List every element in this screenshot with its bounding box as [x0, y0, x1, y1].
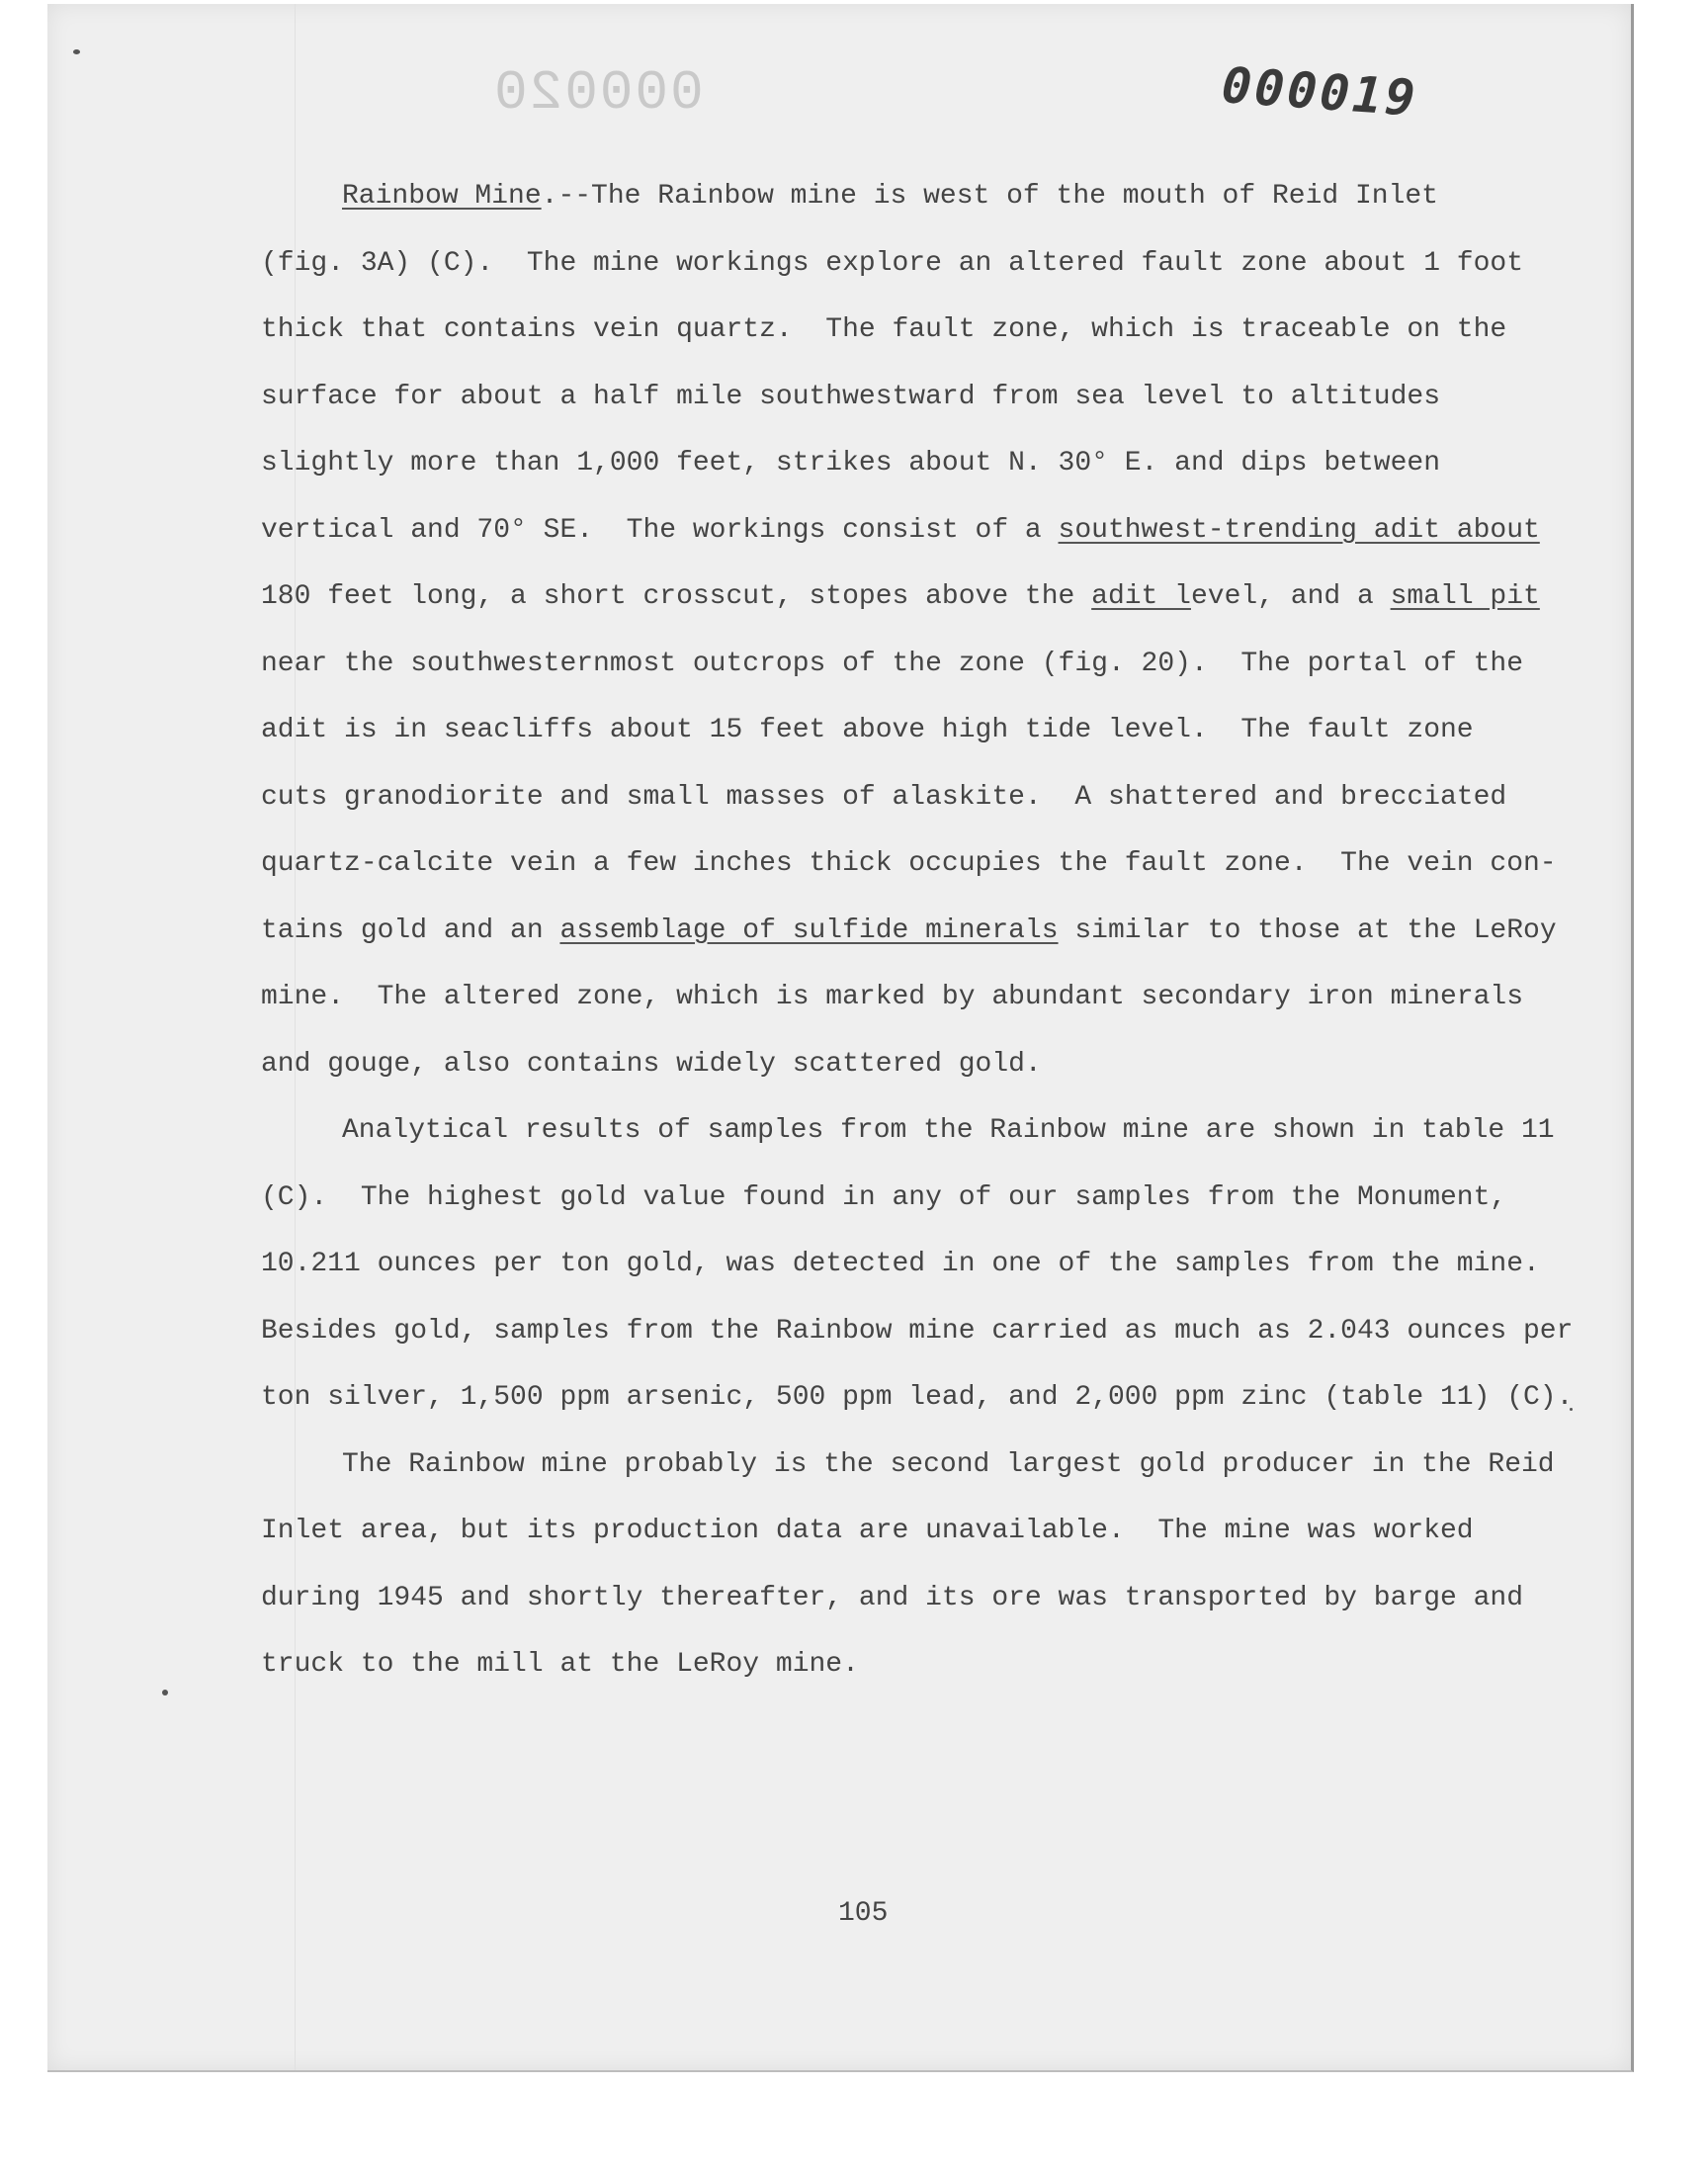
underlined-text: southwest-trending adit about [1058, 514, 1540, 546]
text-segment: mine. The altered zone, which is marked by abundant secondary iron minerals [261, 982, 1524, 1012]
text-line [261, 964, 1585, 1031]
text-segment: ton silver, 1,500 ppm arsenic, 500 ppm lead, and 2,000 ppm zinc (table 11) (C). [261, 1382, 1574, 1413]
text-segment: evel, and a [1190, 581, 1391, 612]
text-segment: cuts granodiorite and small masses of alaskite. A shattered and brecciated [261, 781, 1507, 813]
text-line [261, 163, 1585, 230]
text-line [261, 1097, 1585, 1165]
text-line [261, 1565, 1585, 1632]
text-segment: Besides gold, samples from the Rainbow mine carried as much as 2.043 ounces per [261, 1315, 1574, 1347]
text-segment: quartz-calcite vein a few inches thick occupies the fault zone. The vein con- [261, 848, 1557, 879]
text-line [261, 564, 1585, 631]
body-text [261, 163, 1585, 1698]
text-segment: truck to the mill at the LeRoy mine. [261, 1649, 859, 1680]
text-line [261, 1631, 1585, 1698]
text-line [261, 1432, 1585, 1499]
text-line [261, 1231, 1585, 1298]
underlined-text: assemblage of sulfide minerals [559, 914, 1059, 946]
text-line [261, 631, 1585, 698]
text-segment: slightly more than 1,000 feet, strikes about N. 30° E. and dips between [261, 448, 1440, 478]
text-line [261, 1364, 1585, 1432]
scan-speck [162, 1690, 168, 1696]
text-line [261, 364, 1585, 431]
underlined-text: small pit [1390, 581, 1540, 612]
text-line [261, 764, 1585, 831]
text-segment: vertical and 70° SE. The workings consist of a [261, 514, 1059, 546]
underlined-text: Rainbow Mine [342, 181, 542, 212]
text-segment: (fig. 3A) (C). The mine workings explore an altered fault zone about 1 foot [261, 247, 1524, 279]
text-segment: Inlet area, but its production data are unavailable. The mine was worked [261, 1516, 1474, 1546]
text-segment: surface for about a half mile southwestward from sea level to altitudes [261, 381, 1440, 412]
text-segment: 10.211 ounces per ton gold, was detected in one of the samples from the mine. [261, 1249, 1540, 1279]
page-stamp-number: 000019 [1220, 56, 1420, 128]
text-segment: Analytical results of samples from the Rainbow mine are shown in table 11 [342, 1115, 1555, 1146]
text-segment: tains gold and an [261, 914, 560, 946]
text-line [261, 297, 1585, 364]
text-line [261, 830, 1585, 898]
text-line [261, 1498, 1585, 1565]
text-line [261, 1298, 1585, 1365]
page-number: 105 [838, 1898, 889, 1929]
text-line [261, 697, 1585, 764]
text-segment: (C). The highest gold value found in any of our samples from the Monument, [261, 1181, 1507, 1213]
text-line [261, 1165, 1585, 1232]
text-line [261, 230, 1585, 298]
text-segment: .--The Rainbow mine is west of the mouth of Reid Inlet [541, 181, 1438, 212]
text-segment: 180 feet long, a short crosscut, stopes above the [261, 581, 1092, 612]
text-segment: and gouge, also contains widely scattered gold. [261, 1048, 1042, 1080]
text-line [261, 430, 1585, 497]
text-line [261, 898, 1585, 965]
scan-speck [73, 49, 80, 54]
text-line [261, 1031, 1585, 1098]
text-segment: adit is in seacliffs about 15 feet above high tide level. The fault zone [261, 715, 1474, 745]
text-segment: thick that contains vein quartz. The fault zone, which is traceable on the [261, 314, 1507, 345]
text-segment: The Rainbow mine probably is the second largest gold producer in the Reid [342, 1448, 1555, 1480]
underlined-text: adit l [1091, 581, 1191, 612]
text-segment: during 1945 and shortly thereafter, and its ore was transported by barge and [261, 1582, 1524, 1613]
text-segment: similar to those at the LeRoy [1058, 914, 1557, 946]
ghost-page-stamp: 000020 [492, 61, 704, 125]
text-line [261, 497, 1585, 565]
text-segment: near the southwesternmost outcrops of the zone (fig. 20). The portal of the [261, 648, 1524, 679]
